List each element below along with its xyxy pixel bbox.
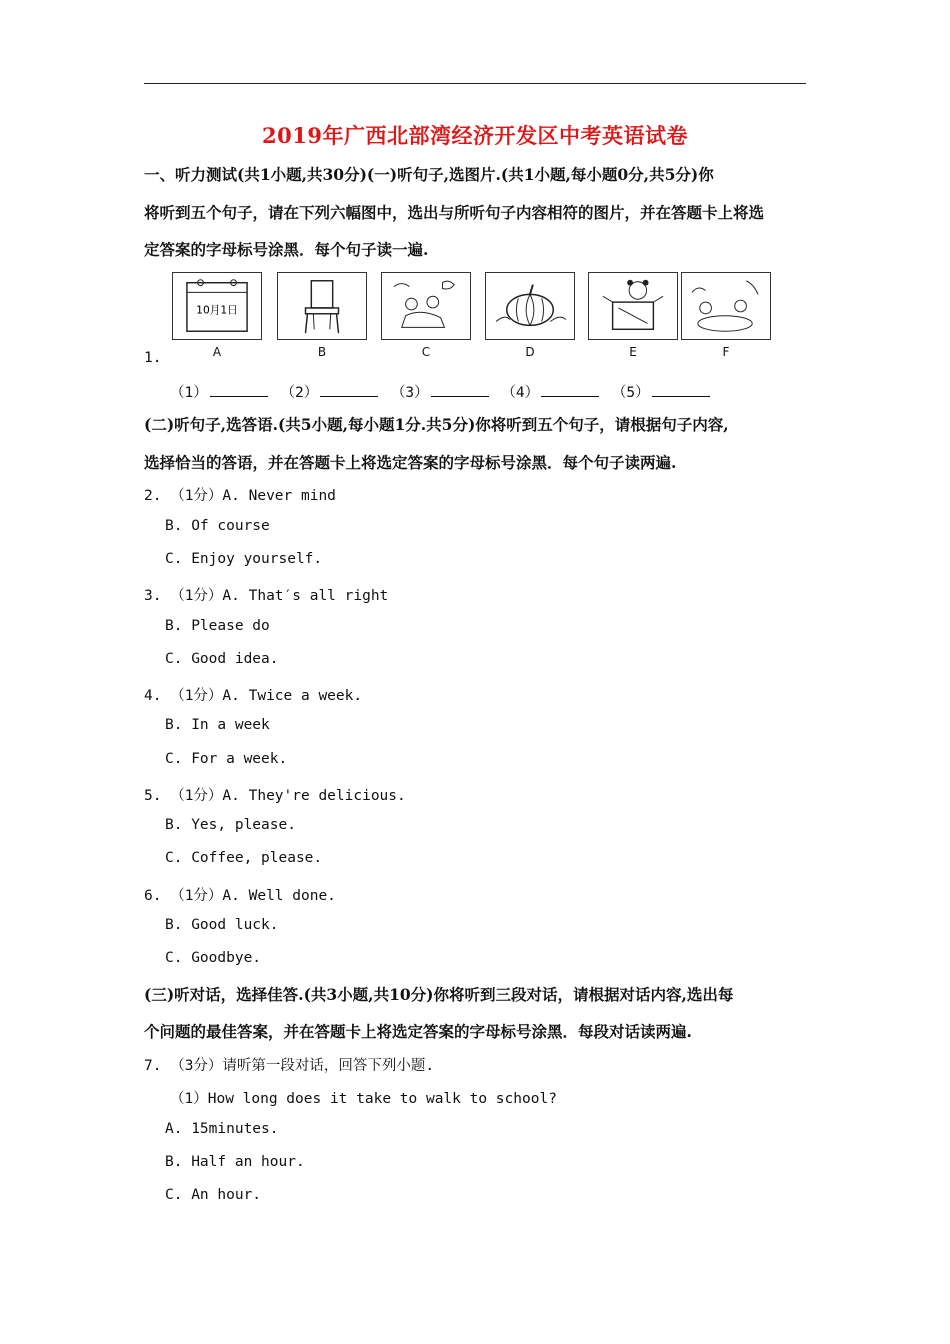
pumpkin-picture: [485, 272, 575, 340]
picture-label-e: E: [629, 345, 637, 359]
question-7-option-b: B. Half an hour.: [165, 1154, 305, 1170]
picture-label-b: B: [317, 345, 327, 359]
blank-label-2: （2）: [280, 385, 319, 401]
blank-label-3: （3）: [390, 385, 429, 401]
question-3-option-c: C. Good idea.: [165, 651, 279, 667]
question-5-option-c: C. Coffee, please.: [165, 850, 323, 866]
calendar-picture: [172, 272, 262, 340]
answer-blank-5[interactable]: [652, 382, 710, 397]
section2-line2: 选择恰当的答语，并在答题卡上将选定答案的字母标号涂黑．每个句子读两遍.: [144, 453, 677, 472]
question-4-option-b: B. In a week: [165, 717, 270, 733]
section2-line1: (二)听句子,选答语.(共5小题,每小题1分.共5分)你将听到五个句子，请根据句子内容,: [144, 415, 729, 434]
answer-blank-1[interactable]: [210, 382, 268, 397]
question-1-number: 1.: [144, 350, 162, 366]
picture-options: [172, 272, 782, 360]
answer-blank-2[interactable]: [320, 382, 378, 397]
question-2-stem: 2. （1分）A. Never mind: [144, 488, 336, 504]
picture-label-d: D: [525, 345, 535, 359]
section1-line2: 将听到五个句子，请在下列六幅图中，选出与所听句子内容相符的图片，并在答题卡上将选: [144, 203, 765, 222]
chair-picture: [277, 272, 367, 340]
question-3-stem: 3. （1分）A. That′s all right: [144, 588, 389, 604]
question-4-stem: 4. （1分）A. Twice a week.: [144, 688, 363, 704]
picture-label-f: F: [722, 345, 730, 359]
question-6-option-c: C. Goodbye.: [165, 950, 262, 966]
section1-line1: 一、听力测试(共1小题,共30分)(一)听句子,选图片.(共1小题,每小题0分,共5分)你: [144, 165, 714, 184]
question-6-stem: 6. （1分）A. Well done.: [144, 888, 336, 904]
calendar-text: 10月1日: [196, 303, 238, 317]
panda-box-picture: [588, 272, 678, 340]
blank-label-5: （5）: [611, 385, 650, 401]
picture-label-a: A: [212, 345, 222, 359]
question-2-option-c: C. Enjoy yourself.: [165, 551, 323, 567]
section3-line2: 个问题的最佳答案，并在答题卡上将选定答案的字母标号涂黑．每段对话读两遍.: [144, 1022, 692, 1041]
picture-label-c: C: [421, 345, 431, 359]
blank-label-1: （1）: [170, 385, 208, 401]
question-7-sub-1: （1）How long does it take to walk to school?: [170, 1091, 557, 1107]
section1-line3: 定答案的字母标号涂黑．每个句子读一遍.: [144, 240, 429, 259]
question-4-option-c: C. For a week.: [165, 751, 288, 767]
blank-label-4: （4）: [501, 385, 540, 401]
page-title: 2019年广西北部湾经济开发区中考英语试卷: [262, 123, 688, 148]
question-7-option-c: C. An hour.: [165, 1187, 262, 1203]
question-5-stem: 5. （1分）A. They're delicious.: [144, 788, 406, 804]
section3-line1: (三)听对话，选择佳答.(共3小题,共10分)你将听到三段对话，请根据对话内容,选出每: [144, 985, 734, 1004]
question-7-option-a: A. 15minutes.: [165, 1121, 279, 1137]
question-7-stem: 7. （3分）请听第一段对话，回答下列小题.: [144, 1058, 435, 1074]
question-5-option-b: B. Yes, please.: [165, 817, 296, 833]
header-rule: [144, 83, 806, 84]
children-playing-picture: [381, 272, 471, 340]
question-6-option-b: B. Good luck.: [165, 917, 279, 933]
question-2-option-b: B. Of course: [165, 518, 270, 534]
answer-blank-3[interactable]: [431, 382, 489, 397]
people-eating-picture: [681, 272, 771, 340]
question-3-option-b: B. Please do: [165, 618, 270, 634]
answer-blank-4[interactable]: [541, 382, 599, 397]
answer-blanks: [170, 381, 714, 402]
